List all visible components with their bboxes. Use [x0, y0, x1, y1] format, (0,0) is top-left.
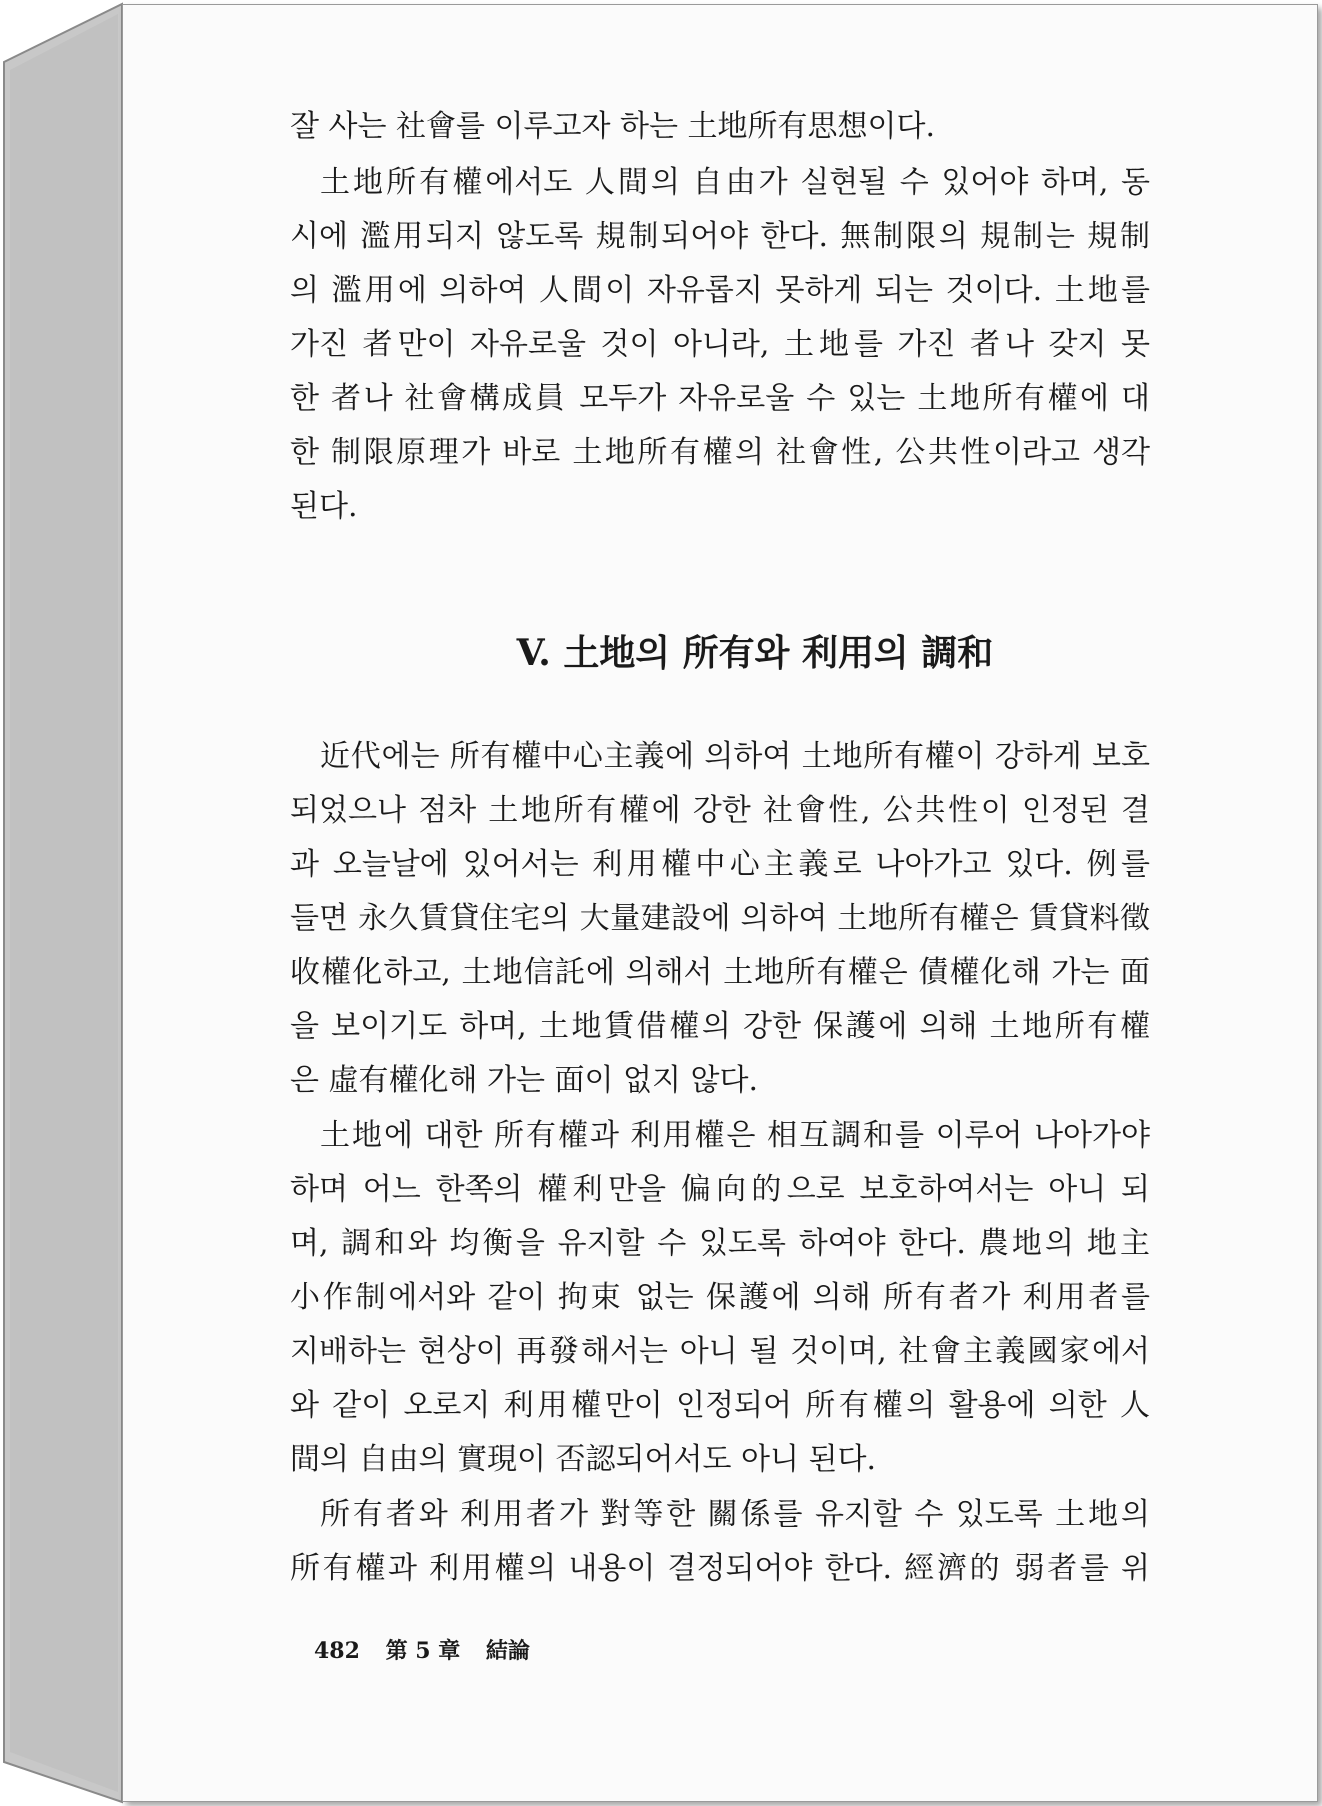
text-line: 을 보이기도 하며, 土地賃借權의 강한 保護에 의해 土地所有權 — [290, 1009, 1150, 1044]
text-line: 한 制限原理가 바로 土地所有權의 社會性, 公共性이라고 생각 — [290, 435, 1150, 470]
page-number: 482 — [314, 1638, 360, 1664]
text-line: 지배하는 현상이 再發해서는 아니 될 것이며, 社會主義國家에서 — [290, 1334, 1150, 1369]
text-line: 한 者나 社會構成員 모두가 자유로울 수 있는 土地所有權에 대 — [290, 381, 1150, 416]
text-line: 과 오늘날에 있어서는 利用權中心主義로 나아가고 있다. 例를 — [290, 847, 1150, 882]
text-line: 며, 調和와 均衡을 유지할 수 있도록 하여야 한다. 農地의 地主 — [290, 1226, 1150, 1261]
text-line: 잘 사는 社會를 이루고자 하는 土地所有思想이다. — [290, 109, 935, 144]
text-line: 되었으나 점차 土地所有權에 강한 社會性, 公共性이 인정된 결 — [290, 793, 1150, 828]
text-line: 된다. — [290, 489, 358, 524]
text-line: 은 虛有權化해 가는 面이 없지 않다. — [290, 1063, 759, 1098]
section-heading: V. 土地의 所有와 利用의 調和 — [516, 632, 994, 674]
text-line: 間의 自由의 實現이 否認되어서도 아니 된다. — [290, 1442, 876, 1477]
text-line: 土地에 대한 所有權과 利用權은 相互調和를 이루어 나아가야 — [320, 1118, 1150, 1153]
text-line: 가진 者만이 자유로울 것이 아니라, 土地를 가진 者나 갖지 못 — [290, 327, 1150, 362]
text-line: 近代에는 所有權中心主義에 의하여 土地所有權이 강하게 보호 — [320, 739, 1150, 774]
book-spine-shadow — [10, 14, 118, 1792]
chapter-label: 第 5 章 — [385, 1638, 461, 1664]
text-line: 小作制에서와 같이 拘束 없는 保護에 의해 所有者가 利用者를 — [290, 1280, 1150, 1315]
text-line: 收權化하고, 土地信託에 의해서 土地所有權은 債權化해 가는 面 — [290, 955, 1150, 990]
text-line: 시에 濫用되지 않도록 規制되어야 한다. 無制限의 規制는 規制 — [290, 219, 1150, 254]
page-footer — [314, 1634, 548, 1665]
text-line: 와 같이 오로지 利用權만이 인정되어 所有權의 활용에 의한 人 — [290, 1388, 1150, 1423]
text-line: 하며 어느 한쪽의 權利만을 偏向的으로 보호하여서는 아니 되 — [290, 1172, 1150, 1207]
text-line: 의 濫用에 의하여 人間이 자유롭지 못하게 되는 것이다. 土地를 — [290, 273, 1150, 308]
text-line: 所有者와 利用者가 對等한 關係를 유지할 수 있도록 土地의 — [320, 1497, 1150, 1532]
text-line: 土地所有權에서도 人間의 自由가 실현될 수 있어야 하며, 동 — [320, 165, 1150, 200]
section-label: 結論 — [485, 1638, 530, 1664]
text-line: 들면 永久賃貸住宅의 大量建設에 의하여 土地所有權은 賃貸料徵 — [290, 901, 1150, 936]
text-line: 所有權과 利用權의 내용이 결정되어야 한다. 經濟的 弱者를 위 — [290, 1551, 1150, 1586]
